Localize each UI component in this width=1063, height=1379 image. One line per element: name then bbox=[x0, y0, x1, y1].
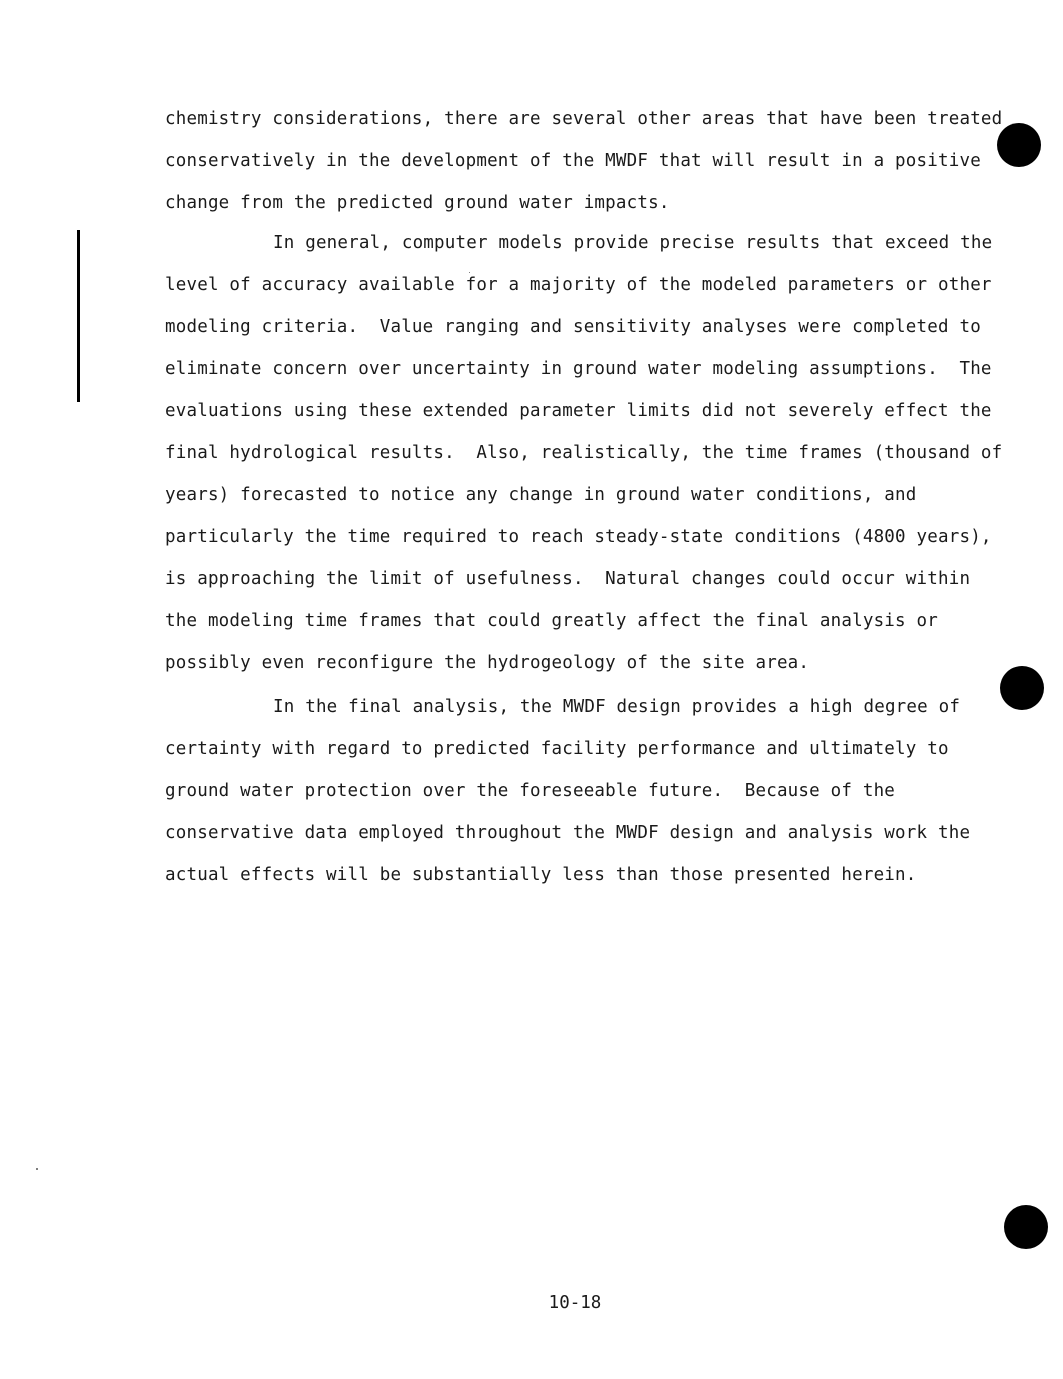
text-line: conservatively in the development of the MWDF that will result in a positive bbox=[165, 151, 981, 171]
scan-speck bbox=[36, 1168, 38, 1170]
text-line: particularly the time required to reach steady-state conditions (4800 years), bbox=[165, 527, 992, 547]
punch-hole-middle bbox=[1000, 666, 1044, 710]
text-line: level of accuracy available for a majority of the modeled parameters or other bbox=[165, 275, 992, 295]
text-line: the modeling time frames that could greatly affect the final analysis or bbox=[165, 611, 938, 631]
text-line: is approaching the limit of usefulness. Natural changes could occur within bbox=[165, 569, 971, 589]
text-line: modeling criteria. Value ranging and sensitivity analyses were completed to bbox=[165, 317, 981, 337]
text-line: years) forecasted to notice any change in ground water conditions, and bbox=[165, 485, 917, 505]
punch-hole-top bbox=[997, 123, 1041, 167]
text-line: ground water protection over the foreseeable future. Because of the bbox=[165, 781, 896, 801]
revision-change-bar bbox=[77, 230, 80, 402]
text-line: chemistry considerations, there are several other areas that have been treated bbox=[165, 109, 1003, 129]
text-line: In general, computer models provide precise results that exceed the bbox=[273, 233, 993, 253]
text-line: final hydrological results. Also, realistically, the time frames (thousand of bbox=[165, 443, 1003, 463]
paragraph-final-analysis bbox=[165, 686, 995, 896]
text-line: change from the predicted ground water impacts. bbox=[165, 193, 670, 213]
text-line: eliminate concern over uncertainty in ground water modeling assumptions. The bbox=[165, 359, 992, 379]
paragraph-computer-models bbox=[165, 222, 1003, 684]
page-number: 10-18 bbox=[548, 1293, 602, 1313]
text-line: evaluations using these extended parameter limits did not severely effect the bbox=[165, 401, 992, 421]
text-line: conservative data employed throughout the MWDF design and analysis work the bbox=[165, 823, 971, 843]
text-line: possibly even reconfigure the hydrogeology of the site area. bbox=[165, 653, 810, 673]
text-line: actual effects will be substantially less than those presented herein. bbox=[165, 865, 917, 885]
text-line: In the final analysis, the MWDF design provides a high degree of bbox=[273, 697, 961, 717]
scan-speck bbox=[469, 272, 470, 273]
punch-hole-bottom bbox=[1004, 1205, 1048, 1249]
paragraph-conservative-areas bbox=[165, 98, 1003, 224]
text-line: certainty with regard to predicted facility performance and ultimately to bbox=[165, 739, 949, 759]
